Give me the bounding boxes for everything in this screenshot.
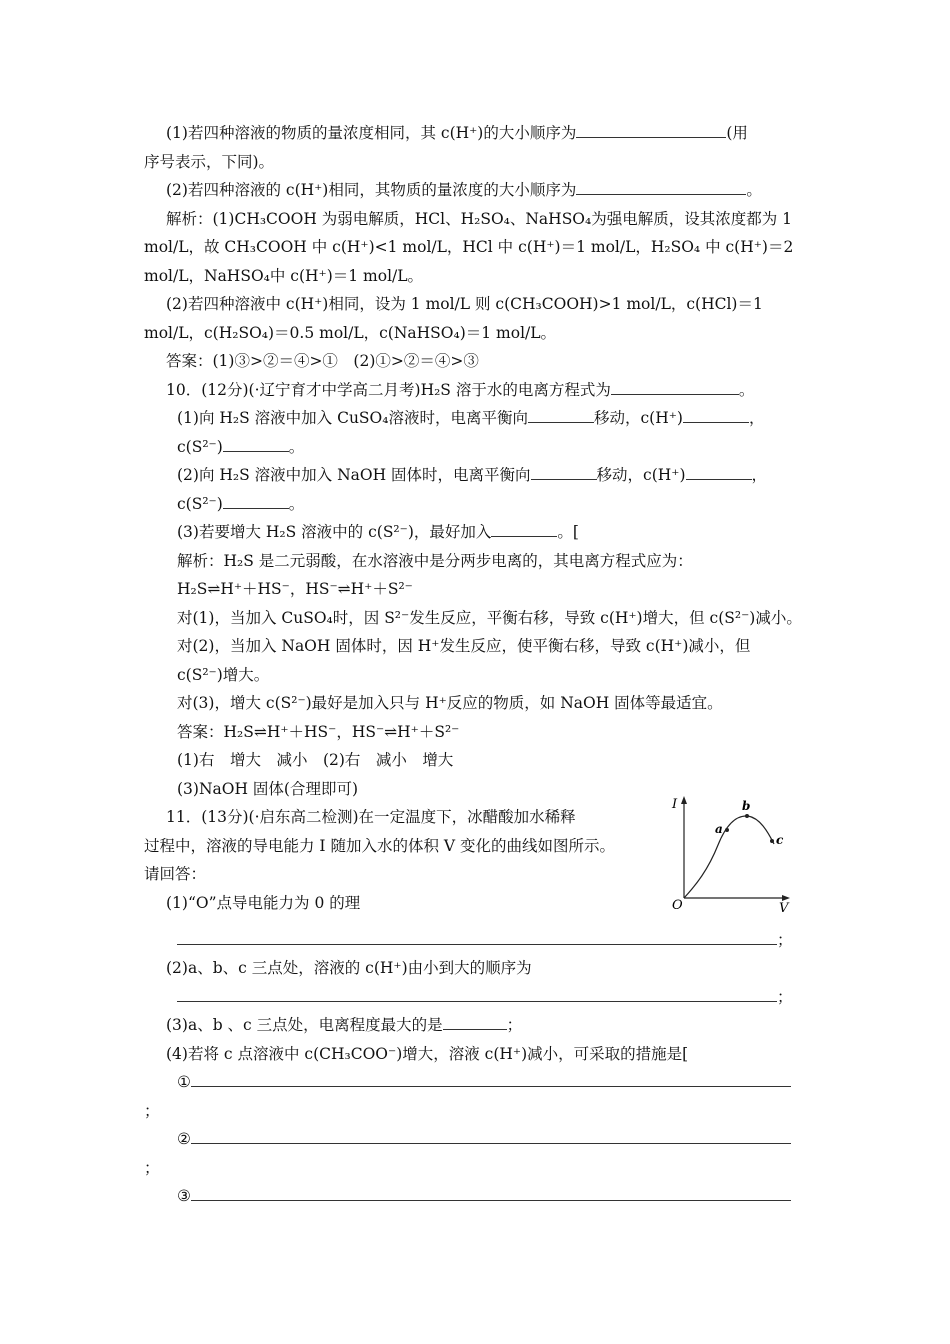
answer-blank (576, 180, 746, 195)
point-b (745, 814, 749, 818)
point-c (770, 839, 774, 843)
q11-part2: (2)a、b、c 三点处，溶液的 c(H⁺)由小到大的顺序为 (166, 959, 532, 977)
analysis-line: mol/L，故 CH₃COOH 中 c(H⁺)<1 mol/L，HCl 中 c(H⁺)＝1 mol/L，H₂SO₄ 中 c(H⁺)＝2 (144, 238, 794, 256)
analysis-line: 解析：H₂S 是二元弱酸，在水溶液中是分两步电离的，其电离方程式应为： (177, 552, 693, 570)
point-a (725, 828, 729, 832)
measure-1: ① (177, 1072, 791, 1092)
q9-part1-cont: 序号表示，下同)。 (144, 153, 275, 171)
label-c: c (776, 833, 784, 847)
answer-blank (177, 930, 777, 945)
answer-blank (191, 1186, 791, 1201)
answer-blank (177, 987, 777, 1002)
answer-blank (683, 408, 749, 423)
conductivity-graph (668, 790, 798, 915)
answer-blank-line: ； (177, 930, 793, 950)
q9-part1: (1)若四种溶液的物质的量浓度相同，其 c(H⁺)的大小顺序为 (用 (166, 124, 748, 142)
label-a: a (715, 822, 723, 836)
analysis-line: 解析：(1)CH₃COOH 为弱电解质，HCl、H₂SO₄、NaHSO₄为强电解质，设其浓度都为 1 (166, 210, 793, 228)
measure-2: ② (177, 1129, 791, 1149)
y-axis-arrow (681, 796, 687, 804)
q10-part3: (3)若要增大 H₂S 溶液中的 c(S²⁻)，最好加入 。[ (177, 523, 579, 541)
answer-line: 答案：H₂S⇌H⁺＋HS⁻，HS⁻⇌H⁺＋S²⁻ (177, 723, 460, 741)
answer-blank (528, 408, 594, 423)
answer-line: 答案：(1)③>②＝④>① (2)①>②＝④>③ (166, 352, 479, 370)
answer-line: (1)右 增大 减小 (2)右 减小 增大 (177, 751, 454, 769)
q11-part1: (1)“O”点导电能力为 0 的理 (166, 894, 361, 912)
answer-blank (686, 465, 752, 480)
q11-part4: (4)若将 c 点溶液中 c(CH₃COO⁻)增大，溶液 c(H⁺)减小，可采取的措施是[ (166, 1045, 689, 1063)
answer-blank (191, 1072, 791, 1087)
semicolon: ； (144, 1102, 160, 1120)
q11-title-cont: 过程中，溶液的导电能力 I 随加入水的体积 V 变化的曲线如图所示。 (144, 837, 616, 855)
q11-prompt: 请回答： (144, 865, 207, 883)
answer-blank (443, 1015, 507, 1030)
answer-line: (3)NaOH 固体(合理即可) (177, 780, 359, 798)
answer-blank (191, 1129, 791, 1144)
q10-part2-cont: c(S²⁻) 。 (177, 495, 305, 513)
equation-line: H₂S⇌H⁺＋HS⁻，HS⁻⇌H⁺＋S²⁻ (177, 580, 413, 598)
answer-blank (611, 380, 739, 395)
analysis-line: 对(1)，当加入 CuSO₄时，因 S²⁻发生反应，平衡右移，导致 c(H⁺)增大，但 c(S²⁻)减小。 (177, 609, 802, 627)
q10-part2: (2)向 H₂S 溶液中加入 NaOH 固体时，电离平衡向 移动，c(H⁺) ， (177, 466, 768, 484)
q11-title: 11．(13分)(·启东高二检测)在一定温度下，冰醋酸加水稀释 (166, 808, 576, 826)
answer-blank (531, 465, 597, 480)
analysis-line: mol/L，NaHSO₄中 c(H⁺)＝1 mol/L。 (144, 267, 424, 285)
analysis-line: 对(3)，增大 c(S²⁻)最好是加入只与 H⁺反应的物质，如 NaOH 固体等最适宜。 (177, 694, 723, 712)
answer-blank (576, 123, 726, 138)
measure-3: ③ (177, 1186, 791, 1206)
analysis-line: c(S²⁻)增大。 (177, 666, 270, 684)
label-b: b (742, 799, 751, 813)
semicolon: ； (144, 1159, 160, 1177)
y-axis-label: I (672, 797, 678, 812)
q10-part1: (1)向 H₂S 溶液中加入 CuSO₄溶液时，电离平衡向 移动，c(H⁺) ， (177, 409, 765, 427)
answer-blank (491, 522, 557, 537)
analysis-line: 对(2)，当加入 NaOH 固体时，因 H⁺发生反应，使平衡右移，导致 c(H⁺)减小，但 (177, 637, 751, 655)
q10-title: 10．(12分)(·辽宁育才中学高二月考)H₂S 溶于水的电离方程式为 。 (166, 381, 755, 399)
x-axis-label: V (779, 901, 789, 915)
origin-label: O (672, 898, 683, 913)
q11-part3: (3)a、b 、c 三点处，电离程度最大的是 ； (166, 1016, 523, 1034)
q9-part2: (2)若四种溶液的 c(H⁺)相同，其物质的量浓度的大小顺序为 。 (166, 181, 762, 199)
q10-part1-cont: c(S²⁻) 。 (177, 438, 305, 456)
answer-blank-line: ； (177, 987, 793, 1007)
analysis-line: (2)若四种溶液中 c(H⁺)相同，设为 1 mol/L 则 c(CH₃COOH)>1 mol/L，c(HCl)＝1 (166, 295, 763, 313)
conductivity-curve (684, 816, 774, 898)
analysis-line: mol/L，c(H₂SO₄)＝0.5 mol/L，c(NaHSO₄)＝1 mol/L。 (144, 324, 557, 342)
answer-blank (223, 494, 289, 509)
answer-blank (223, 437, 289, 452)
